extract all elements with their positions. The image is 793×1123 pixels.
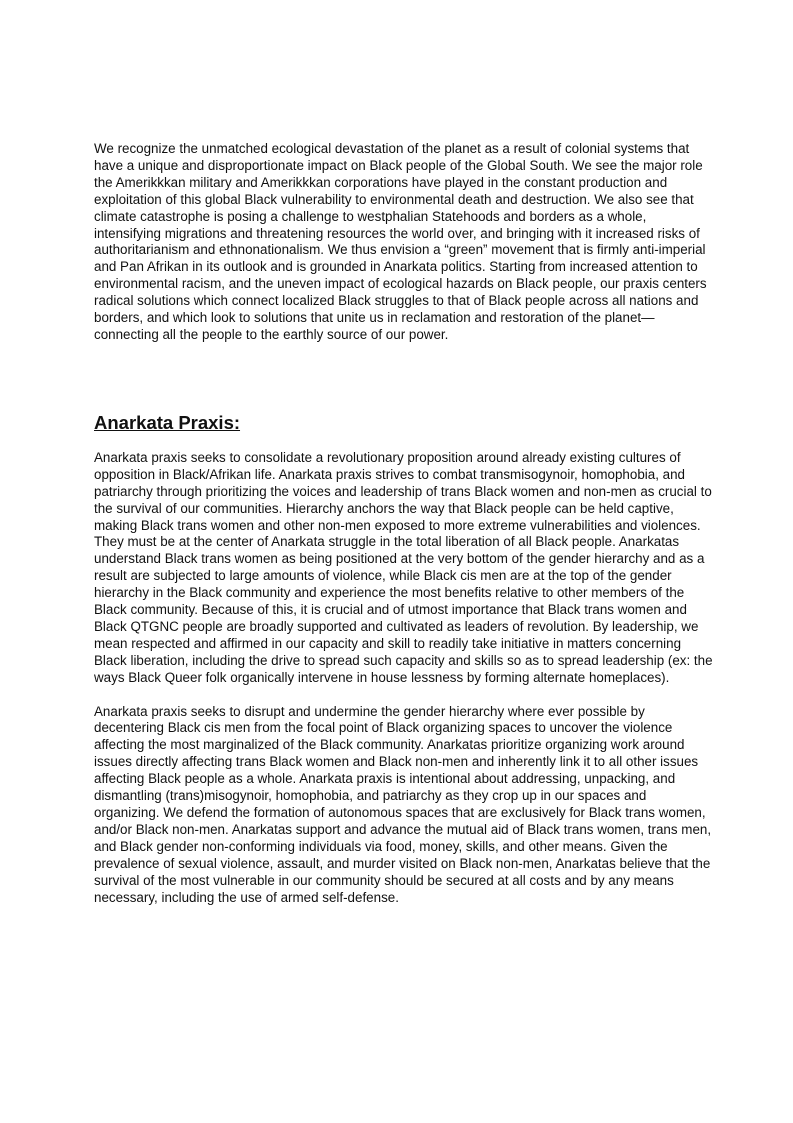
praxis-paragraph-1: Anarkata praxis seeks to consolidate a revolutionary proposition around already existing cultures of opposition in Black/Afrikan life. Anarkata praxis strives to combat transmisogynoir, homophobia, and patriarchy through prioritizing the voices and leadership of trans Black women and non-men as crucial to the survival of our communities. Hierarchy anchors the way that Black people can be held captive, making Black trans women and other non-men exposed to more extreme vulnerabilities and violences. They must be at the center of Anarkata struggle in the total liberation of all Black people. Anarkatas understand Black trans women as being positioned at the very bottom of the gender hierarchy and as a result are subjected to large amounts of violence, while Black cis men are at the top of the gender hierarchy in the Black community and experience the most benefits relative to other members of the Black community. Because of this, it is crucial and of utmost importance that Black trans women and Black QTGNC people are broadly supported and cultivated as leaders of revolution. By leadership, we mean respected and affirmed in our capacity and skill to readily take initiative in matters concerning Black liberation, including the drive to spread such capacity and skills so as to spread leadership (ex: the ways Black Queer folk organically intervene in house lessness by forming alternate homeplaces).: [94, 449, 713, 685]
document-body: [94, 141, 714, 906]
intro-paragraph: We recognize the unmatched ecological devastation of the planet as a result of colonial systems that have a unique and disproportionate impact on Black people of the Global South. We see the major role the Amerikkkan military and Amerikkkan corporations have played in the constant production and exploitation of this global Black vulnerability to environmental death and destruction. We also see that climate catastrophe is posing a challenge to westphalian Statehoods and borders as a whole, intensifying migrations and threatening resources the world over, and bringing with it increased risks of authoritarianism and ethnonationalism. We thus envision a “green” movement that is firmly anti-imperial and Pan Afrikan in its outlook and is grounded in Anarkata politics. Starting from increased attention to environmental racism, and the uneven impact of ecological hazards on Black people, our praxis centers radical solutions which connect localized Black struggles to that of Black people across all nations and borders, and which look to solutions that unite us in reclamation and restoration of the planet—connecting all the people to the earthly source of our power.: [94, 141, 707, 342]
section-heading: Anarkata Praxis:: [94, 411, 241, 433]
praxis-paragraph-2: Anarkata praxis seeks to disrupt and undermine the gender hierarchy where ever possible by decentering Black cis men from the focal point of Black organizing spaces to uncover the violence affecting the most marginalized of the Black community. Anarkatas prioritize organizing work around issues directly affecting trans Black women and Black non-men and inherently link it to all other issues affecting Black people as a whole. Anarkata praxis is intentional about addressing, unpacking, and dismantling (trans)misogynoir, homophobia, and patriarchy as they crop up in our spaces and organizing. We defend the formation of autonomous spaces that are exclusively for Black trans women, and/or Black non-men. Anarkatas support and advance the mutual aid of Black trans women, trans men, and Black gender non-conforming individuals via food, money, skills, and other means. Given the prevalence of sexual violence, assault, and murder visited on Black non-men, Anarkatas believe that the survival of the most vulnerable in our community should be secured at all costs and by any means necessary, including the use of armed self-defense.: [94, 703, 712, 905]
